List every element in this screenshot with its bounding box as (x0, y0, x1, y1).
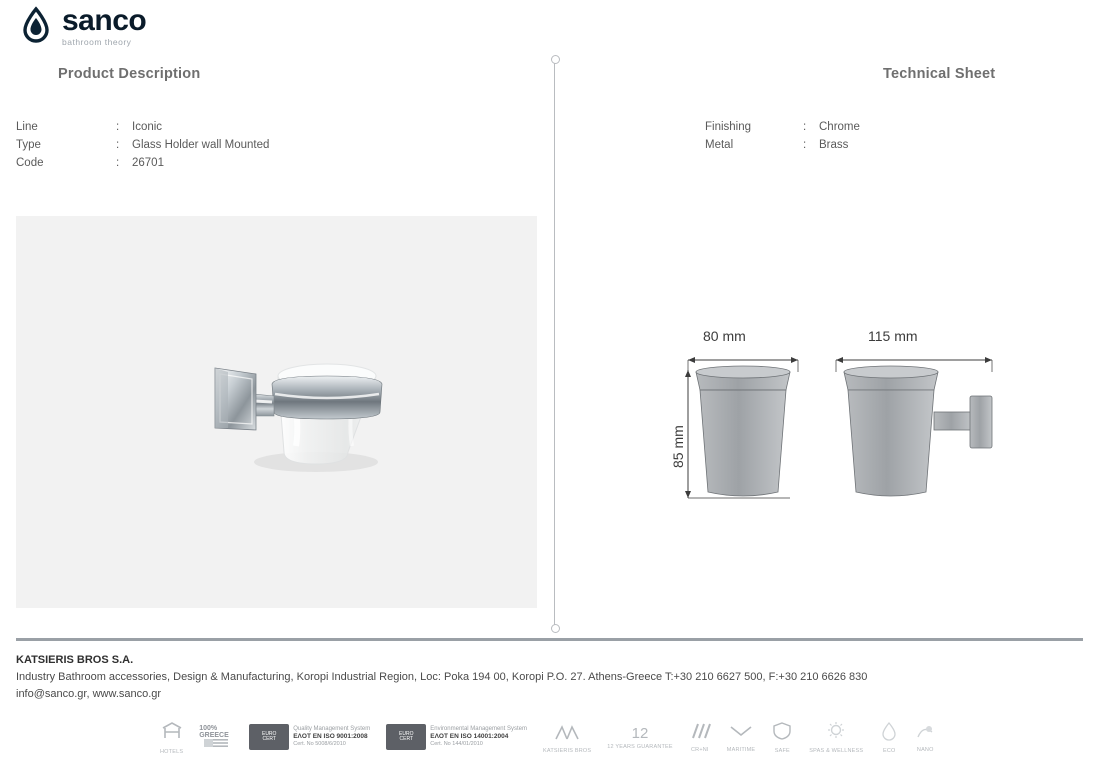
iso-9001-text (293, 726, 370, 749)
cert-iso-9001 (249, 724, 370, 750)
cert-caption: CR+NI (690, 746, 709, 753)
euro-cert-line2: CERT (399, 736, 414, 742)
euro-cert-icon (386, 724, 426, 750)
water-drop-icon (16, 6, 56, 46)
iso-caption: Quality Management System (293, 725, 371, 732)
three-layers-icon (689, 722, 711, 745)
spec-value: 26701 (132, 157, 164, 169)
spec-colon: : (116, 139, 120, 151)
cert-hotels (160, 720, 183, 755)
divider-dot-top (551, 55, 560, 64)
brand-name: sanco (62, 4, 147, 37)
technical-sheet-title: Technical Sheet (883, 66, 996, 82)
cert-eco (879, 721, 899, 754)
footer-divider (16, 638, 1083, 641)
factory-icon (554, 721, 580, 746)
brand-text (62, 6, 146, 47)
greece-flag-icon (199, 724, 233, 750)
cert-caption: ECO (882, 747, 896, 754)
footer-company-name: KATSIERIS BROS S.A. (16, 654, 134, 666)
cert-caption: HOTELS (160, 748, 184, 755)
table-row (16, 154, 269, 172)
cert-caption: NANO (916, 746, 934, 753)
spec-value: Iconic (132, 121, 163, 133)
iso-caption: Environmental Management System (430, 725, 527, 732)
cert-caption: SAFE (774, 747, 790, 754)
spec-key: Line (16, 121, 38, 133)
cert-factory (543, 721, 591, 754)
iso-cert-number: Cert. No 144/01/2010 (430, 741, 483, 748)
spec-value: Glass Holder wall Mounted (132, 139, 270, 151)
spec-colon: : (803, 121, 807, 133)
cert-plating (689, 722, 711, 753)
sun-icon (825, 721, 847, 746)
cert-guarantee (607, 725, 673, 750)
nano-icon (915, 722, 935, 745)
cert-maritime (727, 722, 756, 753)
certification-strip (160, 712, 990, 762)
technical-drawing (640, 320, 1060, 550)
maritime-icon (729, 722, 753, 745)
table-row (16, 118, 269, 136)
spec-key: Type (16, 139, 41, 151)
spec-value: Chrome (819, 121, 860, 133)
cert-iso-14001 (386, 724, 527, 750)
twelve-years-icon: 12 (631, 724, 649, 742)
spec-key: Finishing (705, 121, 752, 133)
cert-caption: 100% GREECE (199, 724, 229, 739)
footer-address: Industry Bathroom accessories, Design & Manufacturing, Koropi Industrial Region, Loc: Poka 194 00, Koropi P.O. 27. Athens-Greece T:+30 210 6627 500, F:+30 210 6626 830 (16, 671, 868, 684)
brand-tagline: bathroom theory (62, 37, 132, 47)
product-description-title: Product Description (58, 66, 201, 82)
height-dimension: 85 mm (670, 425, 686, 468)
product-spec-table (16, 118, 269, 172)
side-width-dimension: 115 mm (868, 328, 918, 344)
euro-cert-line2: CERT (262, 736, 276, 742)
shield-icon (771, 721, 793, 746)
spec-key: Metal (705, 139, 734, 151)
euro-cert-line1: EURO (261, 730, 277, 737)
divider-dot-bottom (551, 624, 560, 633)
cert-caption: MARITIME (726, 746, 756, 753)
cert-safe (771, 721, 793, 754)
cert-caption: SPAS & WELLNESS (809, 747, 864, 754)
spec-colon: : (116, 121, 120, 133)
euro-cert-icon (249, 724, 289, 750)
spec-colon: : (116, 157, 120, 169)
euro-cert-line1: EURO (399, 730, 414, 737)
spec-colon: : (803, 139, 807, 151)
cert-spa (809, 721, 863, 754)
iso-cert-number: Cert. No 5008/6/2010 (293, 741, 346, 748)
cert-greece (199, 724, 233, 750)
front-width-dimension: 80 mm (703, 328, 746, 344)
table-row (16, 136, 269, 154)
footer-contact: info@sanco.gr, www.sanco.gr (16, 688, 162, 701)
cert-caption: 12 YEARS GUARANTEE (607, 743, 673, 750)
table-row (705, 136, 860, 154)
hotels-icon (161, 720, 183, 747)
spec-value: Brass (819, 139, 849, 151)
cert-nano (915, 722, 935, 753)
technical-spec-table (705, 118, 860, 154)
vertical-divider (554, 58, 555, 630)
brand-logo (16, 6, 146, 47)
iso-standard: EΛOT EN ISO 14001:2004 (430, 733, 509, 741)
spec-key: Code (16, 157, 44, 169)
iso-standard: EΛOT EN ISO 9001:2008 (293, 733, 368, 741)
footer (16, 652, 1016, 703)
product-photo (16, 216, 537, 608)
table-row (705, 118, 860, 136)
iso-14001-text (430, 726, 527, 749)
water-drop-icon (879, 721, 899, 746)
cert-caption: KATSIERIS BROS (542, 747, 592, 754)
